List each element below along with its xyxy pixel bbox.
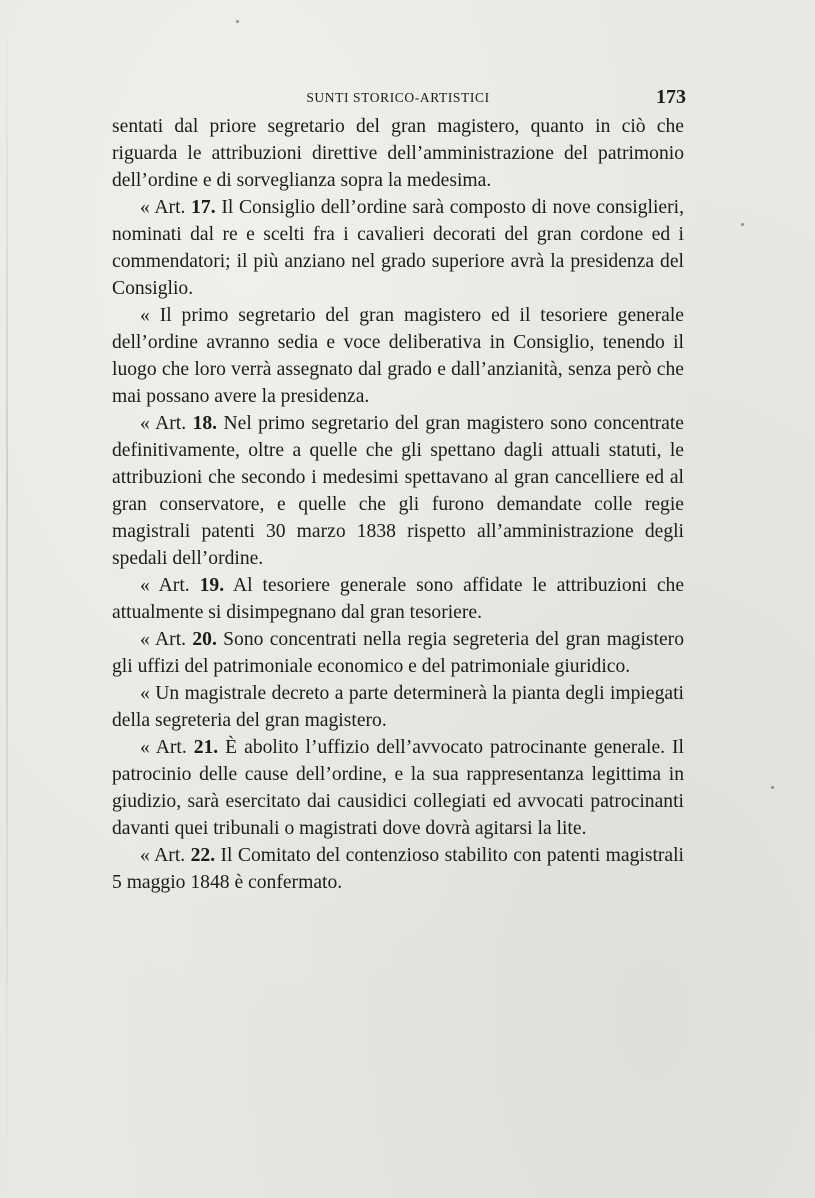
paragraph-art-18: « Art. 18. Nel primo segretario del gran magistero sono concentrate definitivamente, oltre a quelle che gli spettano dagli attuali statuti, le attribuzioni che secondo i medesimi spettavano al gran cancelliere ed al gran conservatore, e quelle che gli furono demandate colle regie magistrali patenti 30 marzo 1838 rispetto all’amministrazione degli spedali dell’ordine. (112, 413, 684, 569)
paragraph: « Un magistrale decreto a parte determinerà la pianta degli impiegati della segreteria del gran magistero. (112, 683, 684, 731)
article-number: 20. (192, 629, 217, 650)
article-number: 21. (193, 737, 219, 758)
article-number: 17. (191, 197, 216, 218)
article-number: 18. (192, 413, 218, 434)
running-header (110, 86, 686, 110)
article-number: 19. (199, 575, 225, 596)
article-number: 22. (190, 845, 216, 866)
running-title: SUNTI STORICO-ARTISTICI (306, 90, 490, 105)
paragraph: sentati dal priore segretario del gran magistero, quanto in ciò che riguarda le attribuzioni direttive dell’amministrazione del patrimonio dell’ordine e di sorveglianza sopra la medesima. (112, 116, 684, 191)
paragraph-art-19: « Art. 19. Al tesoriere generale sono affidate le attribuzioni che attualmente si disimpegnano dal gran tesoriere. (112, 575, 685, 623)
paragraph-art-20: « Art. 20. Sono concentrati nella regia segreteria del gran magistero gli uffizi del patrimoniale economico e del patrimoniale giuridico. (112, 629, 684, 677)
paragraph-art-17: « Art. 17. Il Consiglio dell’ordine sarà composto di nove consiglieri, nominati dal re e scelti fra i cavalieri decorati del gran cordone ed i commendatori; il più anziano nel grado superiore avrà la presidenza del Consiglio. (112, 197, 684, 299)
paragraph: « Il primo segretario del gran magistero ed il tesoriere generale dell’ordine avranno sedia e voce deliberativa in Consiglio, tenendo il luogo che loro verrà assegnato dal grado e dall’anzianità, senza però che mai possano avere la presidenza. (112, 305, 684, 407)
paper-speck (236, 20, 239, 23)
paper-speck (771, 786, 774, 789)
paper-speck (741, 223, 744, 226)
paragraph-art-21: « Art. 21. È abolito l’uffizio dell’avvocato patrocinante generale. Il patrocinio delle cause dell’ordine, e la sua rappresentanza legittima in giudizio, sarà esercitato dai causidici collegiati ed avvocati patrocinanti davanti quei tribunali o magistrati dove dovrà agitarsi la lite. (112, 737, 684, 839)
paragraph-art-22: « Art. 22. Il Comitato del contenzioso stabilito con patenti magistrali 5 maggio 1848 è confermato. (112, 845, 685, 893)
page-number: 173 (656, 86, 686, 108)
body-text (112, 113, 684, 896)
